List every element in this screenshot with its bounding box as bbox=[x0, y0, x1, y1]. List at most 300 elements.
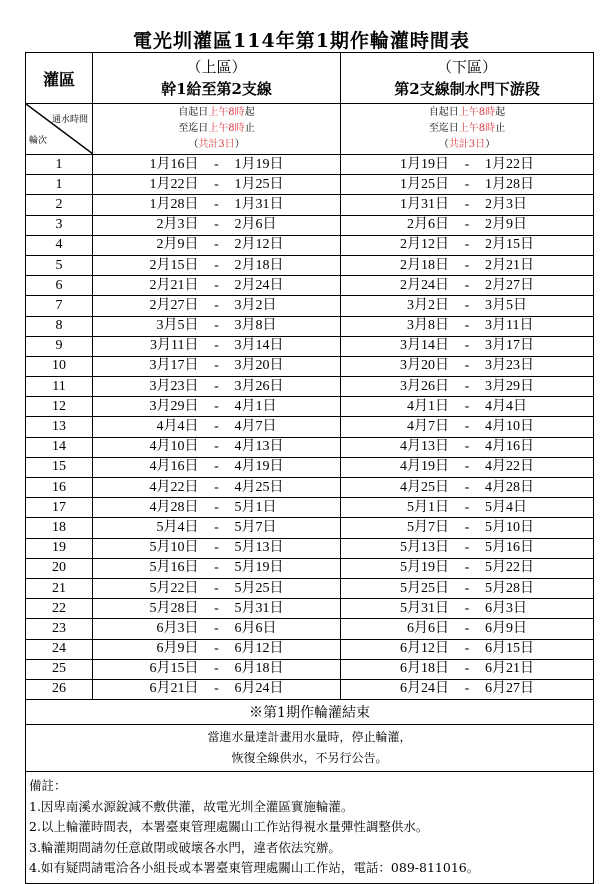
upper-zone-dates bbox=[93, 659, 341, 679]
date-range bbox=[385, 418, 549, 436]
date-range bbox=[385, 499, 549, 517]
end-date: 4月28日 bbox=[485, 479, 534, 495]
start-date: 4月4日 bbox=[156, 419, 199, 435]
range-dash: - bbox=[464, 479, 470, 495]
round-number: 16 bbox=[26, 478, 93, 498]
schedule-row bbox=[26, 619, 594, 639]
date-range bbox=[385, 317, 549, 335]
end-date: 3月20日 bbox=[234, 358, 284, 374]
start-date: 2月3日 bbox=[156, 217, 199, 233]
date-range bbox=[385, 519, 549, 537]
upper-zone-dates bbox=[93, 437, 341, 457]
date-range bbox=[385, 277, 549, 295]
start-date: 6月12日 bbox=[400, 641, 449, 657]
start-date: 3月8日 bbox=[407, 318, 449, 334]
upper-zone-dates bbox=[93, 316, 341, 336]
start-date: 6月15日 bbox=[149, 661, 199, 677]
date-range bbox=[135, 418, 299, 436]
range-dash: - bbox=[464, 600, 470, 616]
range-dash: - bbox=[214, 459, 219, 475]
date-range bbox=[135, 559, 299, 577]
end-date: 5月25日 bbox=[234, 580, 284, 596]
round-number: 11 bbox=[26, 377, 93, 397]
schedule-row bbox=[26, 478, 594, 498]
upper-zone-dates bbox=[93, 599, 341, 619]
range-dash: - bbox=[214, 358, 219, 374]
end-date: 6月21日 bbox=[485, 661, 534, 677]
range-dash: - bbox=[464, 540, 470, 556]
end-date: 4月25日 bbox=[234, 479, 284, 495]
upper-zone-dates bbox=[93, 478, 341, 498]
upper-zone-dates bbox=[93, 155, 341, 175]
schedule-row bbox=[26, 175, 594, 195]
range-dash: - bbox=[214, 681, 219, 697]
end-date: 1月25日 bbox=[234, 176, 284, 192]
schedule-row bbox=[26, 417, 594, 437]
upper-zone-dates bbox=[93, 276, 341, 296]
range-dash: - bbox=[464, 519, 470, 535]
range-dash: - bbox=[214, 297, 219, 313]
schedule-row bbox=[26, 155, 594, 175]
start-date: 2月27日 bbox=[149, 297, 199, 313]
end-date: 1月19日 bbox=[234, 156, 284, 172]
range-dash: - bbox=[214, 661, 219, 677]
end-date: 5月13日 bbox=[234, 540, 284, 556]
date-range bbox=[135, 156, 299, 174]
date-range bbox=[135, 398, 299, 416]
upper-zone-dates bbox=[93, 518, 341, 538]
range-dash: - bbox=[464, 156, 470, 172]
end-date: 4月13日 bbox=[234, 439, 284, 455]
round-number: 7 bbox=[26, 296, 93, 316]
start-date: 3月2日 bbox=[407, 297, 449, 313]
end-date: 4月10日 bbox=[485, 419, 534, 435]
end-date: 4月7日 bbox=[234, 419, 277, 435]
date-range bbox=[135, 519, 299, 537]
schedule-row bbox=[26, 255, 594, 275]
end-date: 3月5日 bbox=[485, 297, 527, 313]
range-dash: - bbox=[214, 338, 219, 354]
range-dash: - bbox=[214, 196, 219, 212]
end-date: 2月6日 bbox=[234, 217, 277, 233]
zone-header-row bbox=[26, 53, 594, 104]
remarks-row bbox=[26, 772, 594, 884]
upper-zone-dates bbox=[93, 175, 341, 195]
range-dash: - bbox=[464, 620, 470, 636]
range-dash: - bbox=[214, 519, 219, 535]
round-number: 5 bbox=[26, 255, 93, 275]
start-date: 4月7日 bbox=[407, 419, 449, 435]
range-dash: - bbox=[214, 560, 219, 576]
round-number: 14 bbox=[26, 437, 93, 457]
end-date: 2月27日 bbox=[485, 277, 534, 293]
end-date: 3月29日 bbox=[485, 378, 534, 394]
lower-zone-title: （下區） bbox=[436, 58, 497, 76]
upper-time-rule bbox=[93, 104, 341, 155]
lower-zone-dates bbox=[341, 155, 594, 175]
end-date: 5月1日 bbox=[234, 499, 277, 515]
lower-zone-dates bbox=[341, 619, 594, 639]
end-date: 5月7日 bbox=[234, 519, 277, 535]
schedule-row bbox=[26, 316, 594, 336]
date-range bbox=[135, 337, 299, 355]
schedule-row bbox=[26, 356, 594, 376]
round-number: 17 bbox=[26, 498, 93, 518]
lower-zone-dates bbox=[341, 599, 594, 619]
end-date: 6月15日 bbox=[485, 641, 534, 657]
start-date: 6月18日 bbox=[400, 661, 449, 677]
schedule-row bbox=[26, 538, 594, 558]
date-range bbox=[385, 580, 549, 598]
start-date: 1月28日 bbox=[149, 196, 199, 212]
range-dash: - bbox=[464, 217, 470, 233]
date-range bbox=[135, 438, 299, 456]
start-date: 6月24日 bbox=[400, 681, 449, 697]
date-range bbox=[385, 236, 549, 254]
start-date: 5月16日 bbox=[149, 560, 199, 576]
date-range bbox=[385, 257, 549, 275]
date-range bbox=[385, 156, 549, 174]
end-date: 4月1日 bbox=[234, 398, 277, 414]
range-dash: - bbox=[214, 237, 219, 253]
round-label: 輪次 bbox=[29, 136, 48, 146]
end-note: ※第1期作輪灌結束 bbox=[26, 700, 594, 725]
upper-zone-header bbox=[93, 53, 341, 104]
start-date: 3月5日 bbox=[156, 318, 199, 334]
date-range bbox=[385, 479, 549, 497]
end-time-line: 至迄日上午8時止 bbox=[178, 123, 255, 134]
upper-zone-title: （上區） bbox=[186, 58, 247, 76]
end-date: 6月24日 bbox=[234, 681, 284, 697]
date-range bbox=[385, 378, 549, 396]
round-number: 24 bbox=[26, 639, 93, 659]
upper-zone-dates bbox=[93, 215, 341, 235]
lower-zone-dates bbox=[341, 417, 594, 437]
date-range bbox=[385, 539, 549, 557]
end-date: 2月15日 bbox=[485, 237, 534, 253]
remarks-heading: 備註： bbox=[29, 778, 67, 794]
date-range bbox=[135, 357, 299, 375]
start-date: 3月20日 bbox=[400, 358, 449, 374]
end-date: 6月27日 bbox=[485, 681, 534, 697]
range-dash: - bbox=[214, 217, 219, 233]
schedule-row bbox=[26, 457, 594, 477]
round-number: 9 bbox=[26, 336, 93, 356]
round-number: 23 bbox=[26, 619, 93, 639]
date-range bbox=[385, 216, 549, 234]
round-number: 22 bbox=[26, 599, 93, 619]
notice-line-2: 恢復全線供水，不另行公告。 bbox=[231, 751, 388, 766]
schedule-row bbox=[26, 296, 594, 316]
start-date: 3月17日 bbox=[149, 358, 199, 374]
schedule-row bbox=[26, 639, 594, 659]
start-date: 2月6日 bbox=[407, 217, 449, 233]
round-number: 15 bbox=[26, 457, 93, 477]
range-dash: - bbox=[214, 378, 219, 394]
start-date: 1月25日 bbox=[400, 176, 449, 192]
end-date: 5月19日 bbox=[234, 560, 284, 576]
schedule-row bbox=[26, 195, 594, 215]
date-range bbox=[385, 680, 549, 698]
upper-zone-dates bbox=[93, 457, 341, 477]
schedule-row bbox=[26, 235, 594, 255]
lower-zone-dates bbox=[341, 336, 594, 356]
lower-zone-header bbox=[341, 53, 594, 104]
upper-zone-dates bbox=[93, 538, 341, 558]
end-date: 6月12日 bbox=[234, 641, 284, 657]
start-date: 4月10日 bbox=[149, 439, 199, 455]
lower-zone-dates bbox=[341, 558, 594, 578]
zone-label-cell bbox=[26, 53, 93, 104]
round-number: 18 bbox=[26, 518, 93, 538]
start-date: 2月21日 bbox=[149, 277, 199, 293]
start-date: 4月13日 bbox=[400, 439, 449, 455]
remark-item: 4.如有疑問請電洽各小組長或本署臺東管理處關山工作站，電話：089-811016。 bbox=[29, 860, 480, 876]
start-date: 5月28日 bbox=[149, 600, 199, 616]
range-dash: - bbox=[464, 459, 470, 475]
lower-zone-dates bbox=[341, 457, 594, 477]
lower-time-rule bbox=[341, 104, 594, 155]
range-dash: - bbox=[464, 419, 470, 435]
notice-line-1: 當進水量達計畫用水量時，停止輪灌， bbox=[207, 730, 412, 745]
remarks-cell bbox=[26, 772, 594, 884]
end-date: 4月4日 bbox=[485, 398, 527, 414]
date-range bbox=[135, 236, 299, 254]
range-dash: - bbox=[214, 641, 219, 657]
end-date: 5月28日 bbox=[485, 580, 534, 596]
lower-zone-dates bbox=[341, 235, 594, 255]
schedule-row bbox=[26, 397, 594, 417]
date-range bbox=[135, 600, 299, 618]
schedule-row bbox=[26, 578, 594, 598]
end-date: 6月3日 bbox=[485, 600, 527, 616]
date-range bbox=[135, 539, 299, 557]
range-dash: - bbox=[464, 176, 470, 192]
total-days-line: （共計3日） bbox=[438, 139, 496, 150]
start-date: 4月22日 bbox=[149, 479, 199, 495]
round-number: 1 bbox=[26, 175, 93, 195]
end-date: 5月4日 bbox=[485, 499, 527, 515]
date-range bbox=[135, 216, 299, 234]
start-date: 2月18日 bbox=[400, 257, 449, 273]
end-date: 5月16日 bbox=[485, 540, 534, 556]
range-dash: - bbox=[464, 499, 470, 515]
end-note-row bbox=[26, 700, 594, 725]
end-date: 1月22日 bbox=[485, 156, 534, 172]
date-range bbox=[385, 337, 549, 355]
round-number: 6 bbox=[26, 276, 93, 296]
range-dash: - bbox=[464, 378, 470, 394]
end-date: 2月21日 bbox=[485, 257, 534, 273]
range-dash: - bbox=[464, 237, 470, 253]
end-date: 2月9日 bbox=[485, 217, 527, 233]
lower-zone-dates bbox=[341, 276, 594, 296]
range-dash: - bbox=[214, 318, 219, 334]
upper-zone-dates bbox=[93, 336, 341, 356]
schedule-row bbox=[26, 336, 594, 356]
date-range bbox=[385, 660, 549, 678]
lower-zone-dates bbox=[341, 255, 594, 275]
end-date: 4月22日 bbox=[485, 459, 534, 475]
rotation-schedule-table bbox=[25, 52, 594, 884]
range-dash: - bbox=[464, 257, 470, 273]
lower-zone-dates bbox=[341, 498, 594, 518]
diagonal-header-cell bbox=[26, 104, 93, 155]
date-range bbox=[135, 680, 299, 698]
range-dash: - bbox=[214, 156, 219, 172]
date-range bbox=[135, 479, 299, 497]
end-date: 3月17日 bbox=[485, 338, 534, 354]
date-range bbox=[135, 297, 299, 315]
schedule-row bbox=[26, 518, 594, 538]
range-dash: - bbox=[464, 338, 470, 354]
lower-zone-dates bbox=[341, 175, 594, 195]
start-date: 5月19日 bbox=[400, 560, 449, 576]
start-date: 4月16日 bbox=[149, 459, 199, 475]
lower-zone-dates bbox=[341, 397, 594, 417]
end-date: 1月28日 bbox=[485, 176, 534, 192]
start-date: 2月15日 bbox=[149, 257, 199, 273]
start-date: 4月25日 bbox=[400, 479, 449, 495]
remark-item: 3.輪灌期間請勿任意啟閉或破壞各水門，違者依法究辦。 bbox=[29, 839, 341, 855]
end-date: 2月12日 bbox=[234, 237, 284, 253]
range-dash: - bbox=[464, 398, 470, 414]
range-dash: - bbox=[464, 560, 470, 576]
schedule-row bbox=[26, 215, 594, 235]
date-range bbox=[135, 277, 299, 295]
range-dash: - bbox=[464, 580, 470, 596]
remark-item: 1.因卑南溪水源銳減不敷供灌，故電光圳全灌區實施輪灌。 bbox=[29, 798, 354, 814]
total-days-line: （共計3日） bbox=[188, 139, 245, 150]
date-range bbox=[135, 378, 299, 396]
date-range bbox=[385, 600, 549, 618]
date-range bbox=[135, 660, 299, 678]
upper-zone-dates bbox=[93, 417, 341, 437]
end-date: 2月3日 bbox=[485, 196, 527, 212]
start-date: 4月28日 bbox=[149, 499, 199, 515]
notice-row bbox=[26, 725, 594, 772]
end-date: 5月31日 bbox=[234, 600, 284, 616]
start-date: 4月1日 bbox=[407, 398, 449, 414]
range-dash: - bbox=[214, 398, 219, 414]
start-date: 5月13日 bbox=[400, 540, 449, 556]
range-dash: - bbox=[214, 499, 219, 515]
round-number: 20 bbox=[26, 558, 93, 578]
start-date: 2月24日 bbox=[400, 277, 449, 293]
range-dash: - bbox=[214, 176, 219, 192]
notice-cell bbox=[26, 725, 594, 772]
start-date: 1月16日 bbox=[149, 156, 199, 172]
round-number: 1 bbox=[26, 155, 93, 175]
upper-zone-dates bbox=[93, 558, 341, 578]
round-number: 19 bbox=[26, 538, 93, 558]
range-dash: - bbox=[464, 661, 470, 677]
time-header-row bbox=[26, 104, 594, 155]
range-dash: - bbox=[214, 600, 219, 616]
lower-zone-dates bbox=[341, 215, 594, 235]
range-dash: - bbox=[214, 277, 219, 293]
start-time-line: 自起日上午8時起 bbox=[428, 107, 506, 118]
end-date: 2月18日 bbox=[234, 257, 284, 273]
start-date: 6月9日 bbox=[156, 641, 199, 657]
lower-zone-dates bbox=[341, 356, 594, 376]
date-range bbox=[135, 176, 299, 194]
start-date: 3月29日 bbox=[149, 398, 199, 414]
end-date: 3月26日 bbox=[234, 378, 284, 394]
end-date: 6月6日 bbox=[234, 620, 277, 636]
lower-zone-dates bbox=[341, 195, 594, 215]
round-number: 21 bbox=[26, 578, 93, 598]
start-date: 5月10日 bbox=[149, 540, 199, 556]
date-range bbox=[385, 398, 549, 416]
water-time-label: 通水時間 bbox=[51, 115, 88, 125]
start-date: 5月31日 bbox=[400, 600, 449, 616]
range-dash: - bbox=[464, 297, 470, 313]
upper-zone-dates bbox=[93, 255, 341, 275]
upper-zone-dates bbox=[93, 377, 341, 397]
round-number: 26 bbox=[26, 679, 93, 699]
start-date: 6月6日 bbox=[407, 620, 449, 636]
round-number: 4 bbox=[26, 235, 93, 255]
round-number: 10 bbox=[26, 356, 93, 376]
upper-zone-dates bbox=[93, 397, 341, 417]
lower-zone-dates bbox=[341, 296, 594, 316]
date-range bbox=[135, 580, 299, 598]
start-date: 6月21日 bbox=[149, 681, 199, 697]
round-number: 3 bbox=[26, 215, 93, 235]
schedule-row bbox=[26, 498, 594, 518]
date-range bbox=[135, 620, 299, 638]
schedule-row bbox=[26, 558, 594, 578]
end-date: 3月23日 bbox=[485, 358, 534, 374]
end-date: 4月16日 bbox=[485, 439, 534, 455]
end-date: 3月11日 bbox=[485, 318, 534, 334]
range-dash: - bbox=[464, 681, 470, 697]
start-date: 6月3日 bbox=[156, 620, 199, 636]
range-dash: - bbox=[464, 318, 470, 334]
range-dash: - bbox=[214, 439, 219, 455]
date-range bbox=[135, 196, 299, 214]
start-date: 1月31日 bbox=[400, 196, 449, 212]
end-date: 3月2日 bbox=[234, 297, 277, 313]
date-range bbox=[385, 196, 549, 214]
lower-zone-dates bbox=[341, 679, 594, 699]
range-dash: - bbox=[214, 419, 219, 435]
start-date: 3月26日 bbox=[400, 378, 449, 394]
round-number: 8 bbox=[26, 316, 93, 336]
date-range bbox=[385, 559, 549, 577]
start-date: 3月23日 bbox=[149, 378, 199, 394]
start-date: 5月22日 bbox=[149, 580, 199, 596]
start-date: 1月19日 bbox=[400, 156, 449, 172]
round-number: 2 bbox=[26, 195, 93, 215]
upper-zone-range: 幹1給至第2支線 bbox=[161, 80, 272, 98]
zone-label: 灌區 bbox=[42, 69, 75, 89]
upper-zone-dates bbox=[93, 619, 341, 639]
range-dash: - bbox=[464, 439, 470, 455]
round-number: 25 bbox=[26, 659, 93, 679]
round-number: 12 bbox=[26, 397, 93, 417]
date-range bbox=[385, 438, 549, 456]
end-time-line: 至迄日上午8時止 bbox=[428, 123, 506, 134]
schedule-row bbox=[26, 679, 594, 699]
date-range bbox=[135, 317, 299, 335]
lower-zone-dates bbox=[341, 578, 594, 598]
document-title: 電光圳灌區114年第1期作輪灌時間表 bbox=[133, 30, 470, 52]
upper-zone-dates bbox=[93, 195, 341, 215]
start-date: 2月12日 bbox=[400, 237, 449, 253]
range-dash: - bbox=[214, 257, 219, 273]
